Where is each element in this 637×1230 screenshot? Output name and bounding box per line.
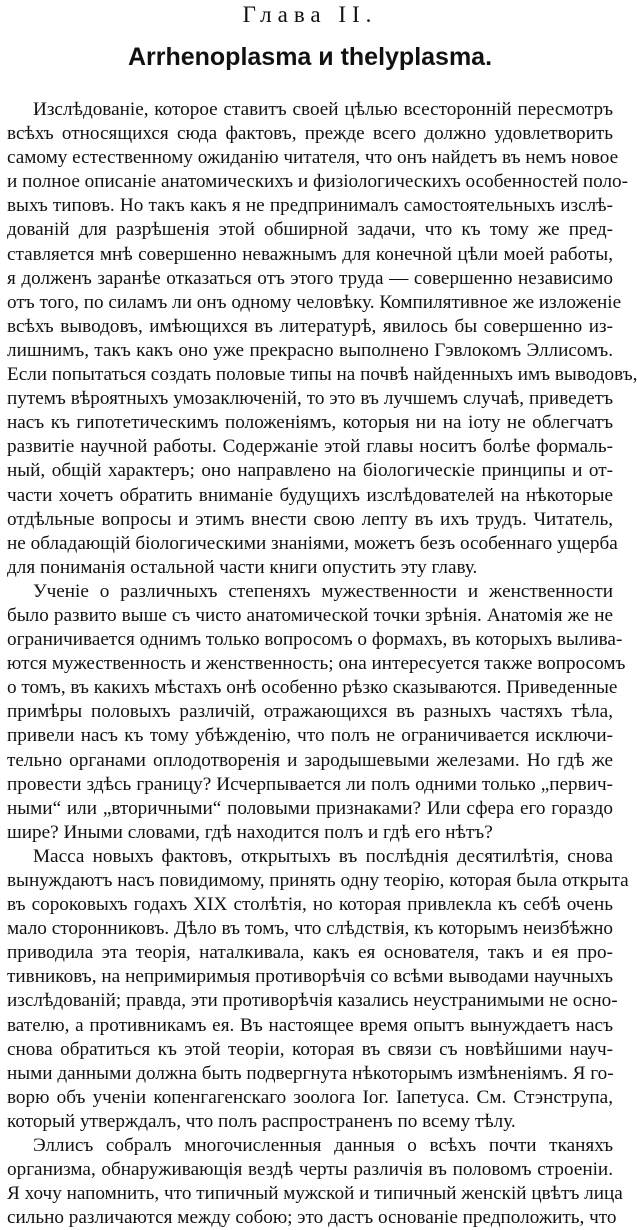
text-line: сильно различаются между собою; это дастъ основаніе предположить, что [7, 1207, 617, 1229]
text-line: выхъ типовъ. Но такъ какъ я не предпринималъ самостоятельныхъ изслѣ- [7, 195, 613, 217]
text-line: ставляется мнѣ совершенно неважнымъ для конечной цѣли моей работы, [7, 243, 613, 265]
text-line: и полное описаніе анатомическихъ и физіологическихъ особенностей поло- [7, 171, 628, 193]
text-line: мало сторонниковъ. Дѣло въ томъ, что слѣдствія, къ которымъ неизбѣжно [7, 918, 613, 940]
text-line: развитіе научной работы. Содержаніе этой главы носитъ болѣе формаль- [7, 436, 613, 458]
text-line: Изслѣдованіе, которое ставитъ своей цѣлью всесторонній пересмотръ [33, 99, 613, 120]
text-line: тельно органами оплодотворенія и зародышевыми железами. Но гдѣ же [7, 749, 613, 771]
text-line: который утверждалъ, что полъ распространенъ по всему тѣлу. [7, 1110, 516, 1132]
text-line: тивниковъ, на непримиримыя противорѣчія со всѣми выводами научныхъ [7, 966, 613, 988]
text-line: шире? Иными словами, гдѣ находится полъ и гдѣ его нѣтъ? [7, 821, 493, 843]
text-line: Если попытаться создать половые типы на почвѣ найденныхъ имъ выводовъ, [7, 364, 637, 386]
text-line: Я хочу напомнить, что типичный мужской и типичный женскій цвѣтъ лица [7, 1183, 623, 1205]
text-line: изслѣдованій; правда, эти противорѣчія казались неустранимыми не осно- [7, 990, 618, 1012]
text-line: части хочетъ обратить вниманіе будущихъ изслѣдователей на нѣкоторые [7, 484, 613, 506]
body-text [7, 98, 637, 1230]
text-line: вателю, а противникамъ ея. Въ настоящее время опытъ вынуждаетъ насъ [7, 1014, 613, 1036]
text-line: снова обратиться къ этой теоріи, которая въ связи съ новѣйшими науч- [7, 1038, 613, 1060]
text-line: въ сороковыхъ годахъ XIX столѣтія, но которая привлекла къ себѣ очень [7, 894, 613, 916]
text-line: путемъ вѣроятныхъ умозаключеній, то это въ лучшемъ случаѣ, приведетъ [7, 388, 613, 410]
text-line: дованій для разрѣшенія этой обширной задачи, что къ тому же пред- [7, 219, 613, 241]
text-line: ный, общій характеръ; оно направлено на біологическіе принципы и от- [7, 460, 613, 482]
text-line: лишнимъ, такъ какъ оно уже прекрасно выполнено Гэвлокомъ Эллисомъ. [7, 339, 613, 361]
text-line: Ученіе о различныхъ степеняхъ мужественности и женственности [33, 580, 613, 602]
text-line: было развито выше съ чисто анатомической точки зрѣнія. Анатомія же не [7, 604, 613, 626]
text-line: приводила эта теорія, наталкивала, какъ ея основателя, такъ и ея про- [7, 942, 613, 964]
text-line: о томъ, въ какихъ мѣстахъ онѣ особенно рѣзко сказываются. Приведенные [7, 677, 618, 699]
text-line: отъ того, по силамъ ли онъ одному человѣку. Компилятивное же изложеніе [7, 291, 622, 313]
text-line: ются мужественность и женственность; она интересуется также вопросомъ [7, 653, 626, 675]
text-line: самому естественному ожиданію читателя, что онъ найдетъ въ немъ новое [7, 147, 619, 169]
text-line: примѣры половыхъ различій, отражающихся въ разныхъ частяхъ тѣла, [7, 701, 613, 723]
text-line: я долженъ заранѣе отказаться отъ этого труда — совершенно независимо [7, 267, 613, 289]
text-line: ограничивается однимъ только вопросомъ о формахъ, въ которыхъ вылива- [7, 629, 623, 651]
text-line: не обладающій біологическими знаніями, можетъ безъ особеннаго ущерба [7, 532, 618, 554]
chapter-heading: Глава II. [242, 2, 378, 27]
text-line: насъ къ гипотетическимъ положеніямъ, которыя ни на іоту не облегчатъ [7, 412, 613, 434]
text-line: ворю объ ученіи копенгагенскаго зоолога Іог. Іапетуса. См. Стэнструпа, [7, 1086, 613, 1108]
text-line: отдѣльные вопросы и этимъ внести свою лепту въ ихъ трудъ. Читатель, [7, 508, 613, 530]
text-line: Масса новыхъ фактовъ, открытыхъ въ послѣднія десятилѣтія, снова [33, 845, 613, 867]
text-line: ными данными должна быть подвергнута нѣкоторымъ измѣненіямъ. Я го- [7, 1062, 614, 1084]
text-line: организма, обнаруживающія вездѣ черты различія въ половомъ строеніи. [7, 1159, 613, 1181]
text-line: провести здѣсь границу? Исчерпывается ли полъ одними только „первич- [7, 773, 613, 795]
chapter-title: Arrhenoplasma и thelyplasma. [127, 43, 493, 71]
text-line: ными“ или „вторичными“ половыми признаками? Или сфера его гораздо [7, 797, 613, 819]
text-line: привели насъ къ тому убѣжденію, что полъ не ограничивается исключи- [7, 725, 613, 747]
text-line: всѣхъ выводовъ, имѣющихся въ литературѣ, явилось бы совершенно из- [7, 315, 613, 337]
text-line: Эллисъ собралъ многочисленныя данныя о всѣхъ почти тканяхъ [33, 1135, 613, 1157]
text-line: всѣхъ относящихся сюда фактовъ, прежде всего должно удовлетворить [7, 123, 613, 145]
text-line: вынуждаютъ насъ повидимому, принять одну теорію, которая была открыта [7, 870, 629, 891]
text-line: для пониманія остальной части книги опустить эту главу. [7, 556, 478, 578]
